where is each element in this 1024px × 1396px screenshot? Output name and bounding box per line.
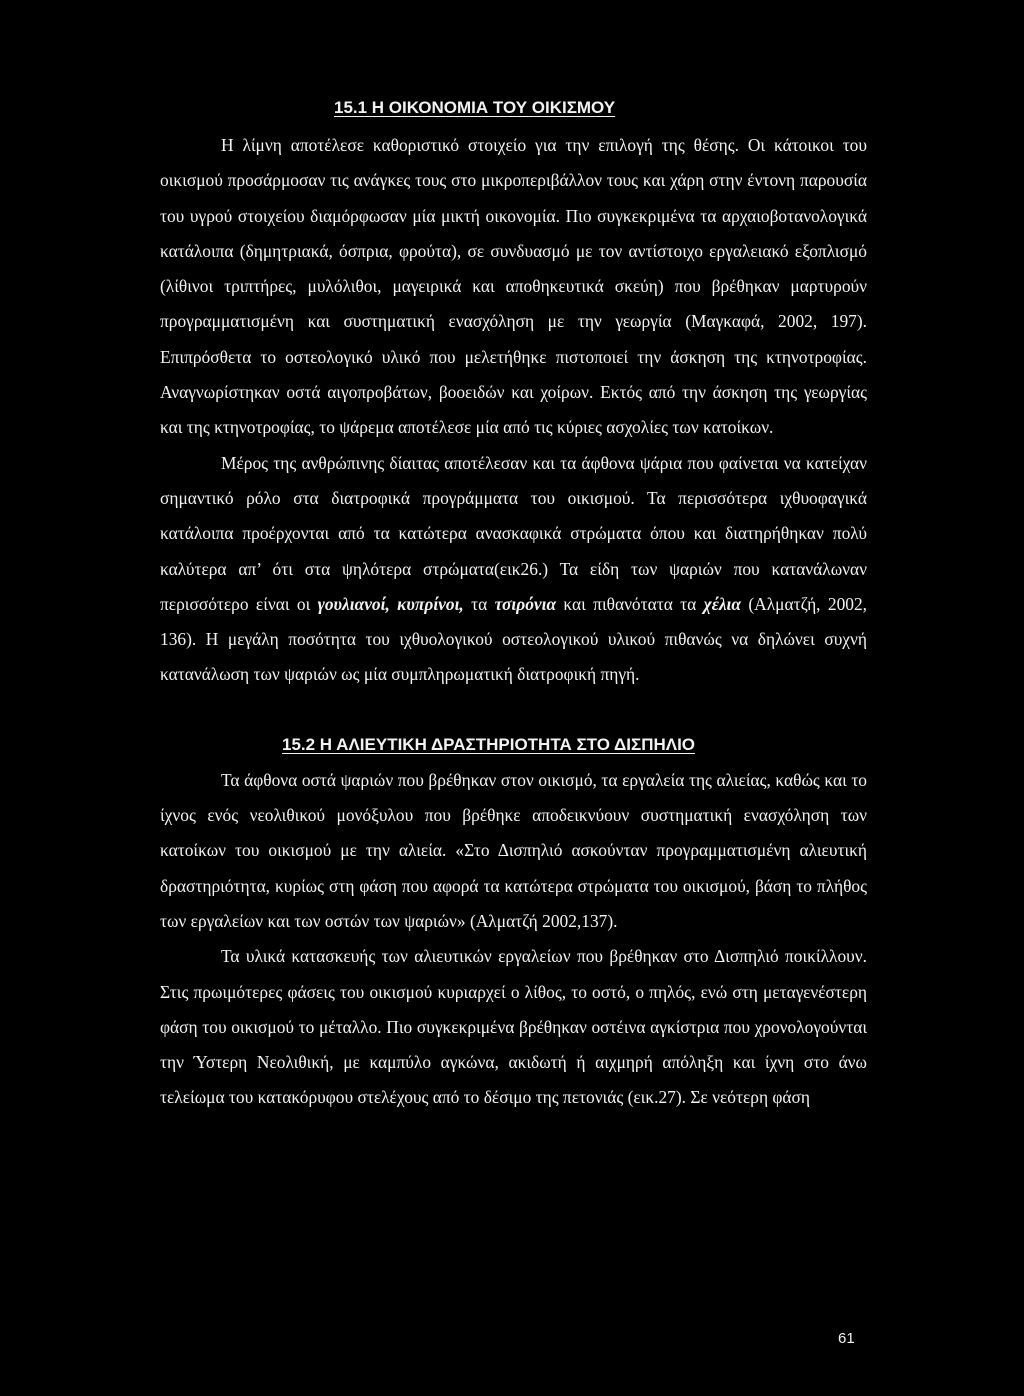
fish-species-tsironia: τσιρόνια <box>494 593 557 614</box>
fish-species-chelia: χέλια <box>703 593 742 614</box>
paragraph-text: και πιθανότατα τα <box>556 593 704 614</box>
paragraph-text: Μέρος της ανθρώπινης δίαιτας αποτέλεσαν και τα άφθονα ψάρια που φαίνεται να κατείχαν σημαντικό ρόλο στα διατροφικά προγράμματα του οικισμού. Τα περισσότερα ιχθυοφαγικά κατάλοιπα προέρχονται από τα κατώτερα ανασκαφικά στρώματα όπου και διατηρήθηκαν πολύ καλύτερα απ’ ότι στα ψηλότερα στρώματα(εικ26.) Τα είδη των ψαριών που κατανάλωναν περισσότερο είναι οι <box>160 452 867 614</box>
paragraph-text: Η λίμνη αποτέλεσε καθοριστικό στοιχείο για την επιλογή της θέσης. Οι κάτοικοι του οικισμού προσάρμοσαν τις ανάγκες τους στο μικροπεριβάλλον τους και χάρη στην έντονη παρουσία του υγρού στοιχείου διαμόρφωσαν μία μικτή οικονομία. Πιο συγκεκριμένα τα αρχαιοβοτανολογικά κατάλοιπα (δημητριακά, όσπρια, φρούτα), σε συνδυασμό με τον αντίστοιχο εργαλειακό εξοπλισμό (λίθινοι τριπτήρες, μυλόλιθοι, μαγειρικά και αποθηκευτικά σκεύη) που βρέθηκαν μαρτυρούν προγραμματισμένη και συστηματική ενασχόληση με την γεωργία (Μαγκαφά, 2002, 197). Επιπρόσθετα το οστεολογικό υλικό που μελετήθηκε πιστοποιεί την άσκηση της κτηνοτροφίας. Αναγνωρίστηκαν οστά αιγοπροβάτων, βοοειδών και χοίρων. Εκτός από την άσκηση της γεωργίας και της κτηνοτροφίας, το ψάρεμα αποτέλεσε μία από τις κύριες ασχολίες των κατοίκων. <box>160 135 867 438</box>
paragraph-fishing-activity: Τα άφθονα οστά ψαριών που βρέθηκαν στον οικισμό, τα εργαλεία της αλιείας, καθώς και το ίχνος ενός νεολιθικού μονόξυλου που βρέθηκε αποδεικνύουν συστηματική ενασχόληση των κατοίκων του οικισμού με την αλιεία. «Στο Δισπηλιό ασκούνταν προγραμματισμένη αλιευτική δραστηριότητα, κυρίως στη φάση που αφορά τα κατώτερα στρώματα του οικισμού, βάση το πλήθος των εργαλείων και των οστών των ψαριών» (Αλματζή 2002,137). <box>160 769 867 931</box>
section-heading-15-2: 15.2 Η ΑΛΙΕΥΤΙΚΗ ΔΡΑΣΤΗΡΙΟΤΗΤΑ ΣΤΟ ΔΙΣΠΗΛΙΟ <box>282 734 696 754</box>
paragraph-fishing-tools: Τα υλικά κατασκευής των αλιευτικών εργαλείων που βρέθηκαν στο Δισπηλιό ποικίλλουν. Στις πρωιμότερες φάσεις του οικισμού κυριαρχεί ο λίθος, το οστό, ο πηλός, ενώ στη μεταγενέστερη φάση του οικισμού το μέταλλο. Πιο συγκεκριμένα βρέθηκαν οστέινα αγκίστρια που χρονολογούνται την Ύστερη Νεολιθική, με καμπύλο αγκώνα, ακιδωτή ή αιχμηρή απόληξη και ίχνη στο άνω τελείωμα του κατακόρυφου στελέχους από το δέσιμο της πετονιάς (εικ.27). Σε νεότερη φάση <box>160 946 867 1108</box>
paragraph-text: (Αλματζή, 2002, 136). Η μεγάλη ποσότητα του ιχθυολογικού οστεολογικού υλικού πιθανώς να δηλώνει συχνή κατανάλωση των ψαριών ως μία συμπληρωματική διατροφική πηγή. <box>160 593 868 685</box>
page-content <box>160 96 867 1116</box>
paragraph-economy-intro <box>160 128 867 446</box>
fish-species-goulianoi-kyprinoi: γουλιανοί, κυπρίνοι, <box>317 593 464 614</box>
page-number: 61 <box>838 1330 855 1347</box>
paragraph-text: τα <box>463 593 495 614</box>
paragraph-fish-diet <box>160 446 867 693</box>
section-heading-15-1: 15.1 Η ΟΙΚΟΝΟΜΙΑ ΤΟΥ ΟΙΚΙΣΜΟΥ <box>334 98 616 117</box>
